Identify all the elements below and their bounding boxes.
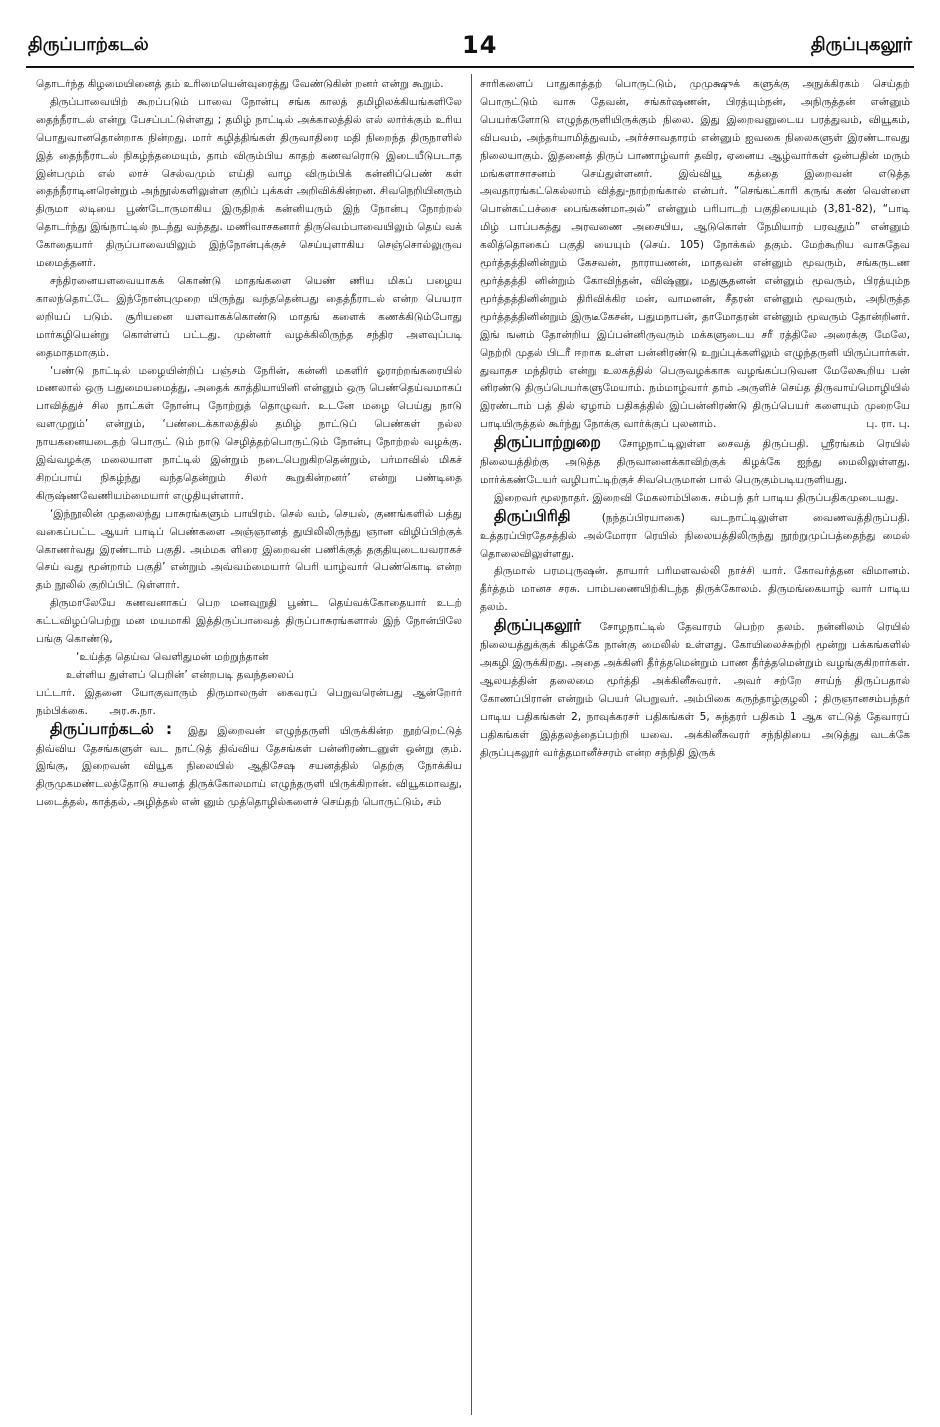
header-right-title: திருப்புகலூர் [810,33,912,55]
entry-title: திருப்பாற்கடல் : [50,719,173,738]
entry-tiruppaarkadal [36,721,462,813]
column-divider [471,74,472,1415]
left-column [36,76,462,1416]
paragraph-text: சாரிகளைப் பாதுகாத்தற் பொருட்டும், முமுக்ஷுக் களுக்கு அநுக்கிரகம் செய்தற் பொருட்டும் வாசு தேவன், சங்கர்ஷணன், பிரத்யும்நன், அநிருத்தன் என்னும் பெயர்களோடு எழுந்தருளியிருக்கும் நிலை. இது இறைவனுடைய பரத்துவம், வியூகம், விபவம், அந்தர்யாமித்துவம், அர்ச்சாவதாரம் என்னும் ஐவகை நிலைகளுள் இரண்டாவது நிலையாகும். இதனைத் திருப் பாணாழ்வார் தவிர, ஏனைய ஆழ்வார்கள் ஒன்பதின் மரும் மங்களாசாசனம் செய்துள்ளனர். இவ்வியூ கத்தை இறைவன் எடுத்த அவதாரங்கட்கெல்லாம் வித்து-நாற்றங்கால் என்பர். “செங்கட்காரி கருங் கண் வெள்ளை பொன்கட்பச்சை பைங்கண்மாஅல்” என்னும் பரிபாடற் பகுதியையும் (3,81-82), “பாடி மிழ் பாப்பகத்து அரவணை அசையிய, ஆடுகொள் நேமியாற் பரவுதும்” என்னும் கலித்தொகைப் பகுதி யையும் (செய். 105) நோக்கல் தகும். மேற்கூறிய வாசுதேவ மூர்த்தத்தினின்றும் கேசவன், நாராயணன், மாதவன் என்னும் மூவரும், சங்கருடண மூர்த்தத்தி னின்றும் கோவிந்தன், விஷ்ணு, மதுசூதனன் என்னும் மூவரும், பிரத்யும்ந மூர்த்தத்தினின்றும் திரிவிக்கிர மன், வாமனன், சீதரன் என்னும் மூவரும், அநிருத்த மூர்த்தத்தினின்றும் இருடீகேசன், பதுமநாபன், தாமோதரன் என்னும் மூவரும் தோன்றினர். இங் ஙனம் தோன்றிய இப்பன்னிருவரும் மக்களுடைய சரீ ரத்திலே அரைக்கு மேலே, நெற்றி முதல் பிடரீ ஈறாக உள்ள பன்னிரண்டு உறுப்புக்களிலும் எழுந்தருளி யிருப்பார்கள். துவாதச மந்திரம் என்று உலகத்தில் பெருவழக்காக வழங்கப்படுவன மேலேகூறிய பன் னிரண்டு திருப்பெயர்களுமேயாம். நம்மாழ்வார் தாம் அருளிச் செய்த திருவாய்மொழியில் இரண்டாம் பத் தில் ஏழாம் பதிகத்தில் இப்பன்னிரண்டு திருப்பெயர் களையும் முறையே பாடியிருத்தல் கூர்ந்து நோக்கு வார்க்குப் புலனாம். [480,78,910,431]
entry-tiruppaatrurai [480,434,910,490]
paragraph [36,685,462,721]
entry-text: இது இறைவன் எழுந்தருளி யிருக்கின்ற நூற்றெட்டுத் திவ்விய தேசங்களுள் வட நாட்டுத் திவ்விய தேசங்கள் பன்னிரண்டனுள் ஒன்று கும். இங்கு, இறைவன் வியூக நிலையில் ஆதிசேஷ சயனத்தில் தெற்கு நோக்கிய திருமுகமண்டலத்தோடு சயனத் திருக்கோலமாய் எழுந்தருளி யிருக்கிறான். வியூகமாவது, படைத்தல், காத்தல், அழித்தல் என் னும் முத்தொழில்களைச் செய்தற் பொருட்டும், சம் [36,724,462,809]
entry-title: திருப்பாற்றுறை [494,433,601,452]
paragraph: ‘பண்டு நாட்டில் மழையின்றிப் பஞ்சம் நேரின், கன்னி மகளிர் ஓராற்றங்கரையில் மணலால் ஒரு பதுமையமைத்து, அதைக் காத்தியாயினி என்னும் ஒரு பெண்தெய்வமாகப் பாவித்துச் சில நாட்கள் நோன்பு நோற்றுத் தொழுவர். உடனே மழை பெய்து நாடு வளமுறும்’ என்றும், ‘பண்டைக்காலத்தில் தமிழ் நாட்டுப் பெண்கள் நல்ல நாயகனையடைதற் பொருட் டும் நாடு செழித்தற்பொருட்டும் நோன்பு நோற்றல் வழக்கு. இவ்வழக்கு மலையாள நாட்டில் இன்றும் நடைபெறுகிறதென்றும், பர்மாவில் மிகச் சிறப்பாய் நிகழ்ந்து வந்ததென்றும் சிலர் கூறுகின்றனர்’ என்று பண்டிதை கிருஷ்ணவேணியம்மையார் எழுதியுள்ளார். [36,364,462,502]
paragraph: ‘இந்நூலின் முதலைந்து பாசுரங்களும் பாயிரம். செல் வம், செயல், குணங்களில் பத்து வகைப்பட்ட ஆயர் பாடிப் பெண்களை அஞ்ஞானத் துயிலிலிருந்து ஞான விழிப்பிற்குக் கொணர்வது இரண்டாம் பகுதி. அம்மக ளிரை இறைவன் பணிக்குத் தகுதியுடையவராகச் செய் வது மூன்றாம் பகுதி’ என்றும் அவ்வம்மையார் பெரி யாழ்வார் பெண்கொடி என்ற தம் நூலில் குறிப்பிட் டுள்ளார். [36,507,462,592]
paragraph: திருப்பாவையிற் கூறப்படும் பாவை நோன்பு சங்க காலத் தமிழிலக்கியங்களிலே தைந்நீராடல் என்று பேசப்பட்டுள்ளது ; தமிழ் நாட்டில் அக்காலத்தில் எல் லார்க்கும் உரிய பொதுவானதொன்றாக நின்றது. மார் கழித்திங்கள் திருவாதிரை மதி நிறைந்த திருநாளில் இத் தைந்நீராடல் நிகழ்ந்தமையும், தாம் விரும்பிய காதற் கணவரொடு இடையீடுபடாத இன்பமும் எல் லாச் செல்வமும் எய்தி வாழ விரும்பிக் கன்னிப்பெண் கள் தைந்நீராடினரென்றும் அந்நூல்களிலுள்ள குறிப் புக்கள் அறிவிக்கின்றன. சிவநெறியினரும் திருமா லடியை பூண்டோருமாகிய இருதிறக் கன்னியரும் இந் நோன்பு நோற்றல் தொடர்ந்து இங்நாட்டில் நடந்து வந்தது. மணிவாசகனார் திருவெம்பாவையிலும் தெய் வக் கோதையார் திருப்பாவையிலும் இந்நோன்புக்குச் செய்யுளாகிய செஞ்சொல்லுருவ மமைத்தனர். [36,95,462,270]
header-rule [26,66,914,68]
author-initials: அர.சு.நா. [109,704,156,717]
entry-tiruppiriti [480,508,910,564]
entry-title: திருப்பிரிதி [494,506,571,525]
header-left-title: திருப்பாற்கடல் [28,33,149,55]
verse-line: உள்ளிய துள்ளப் பெறின்’ என்றபடி தவந்தலைப் [66,668,295,681]
right-column [480,76,910,1416]
paragraph: தொடர்ந்த கிழமையினைத் தம் உரிமையென்வுரைத்து வேண்டுகின் றனர் என்று கூறும். [36,78,444,90]
entry-title: திருப்புகலூர் [494,616,582,635]
page-number: 14 [462,31,498,59]
verse-line: ‘உய்த்த தெய்வ வெளிதுமன் மற்றுந்தான் [76,651,269,663]
paragraph: இறைவர் மூலநாதர். இறைவி மேகலாம்பிகை. சம்பந் தர் பாடிய திருப்பதிகமுடையது. [494,491,899,504]
entry-text: சோழநாட்டில் தேவாரம் பெற்ற தலம். நன்னிலம் ரெயில் நிலையத்துக்குக் கிழக்கே நான்கு மைலில் உள்ளது. கோயிலைச்சுற்றி மூன்று பக்கங்களில் அகழி இருக்கிறது. அதை அக்கினி தீர்த்தமென்றும் பாண தீர்த்தமென்றும் வழங்குகிறார்கள். ஆலயத்தின் தலைமை மூர்த்தி அக்கினீசுவரர். அவர் சற்றே சாய்ந் திருப்பதால் கோணப்பிரான் என்றும் பெயர் பெறுவர். அம்பிகை கருந்தாழ்குழலி ; திருஞானசம்பந்தர் பாடிய பதிகங்கள் 2, நாவுக்கரசர் பதிகங்கள் 5, சுந்தரர் பதிகம் 1 ஆக எட்டுத் தேவாரப் பதிகங்கள் இத்தலத்தைப்பற்றி யவை. அக்கினீசுவரர் சந்நிதியை அடுத்து வடக்கே திருப்புகலூர் வர்த்தமானீச்சரம் என்ற சந்நிதி இருக் [480,621,910,759]
running-header [28,28,912,62]
author-initials: பு. ரா. பு. [866,418,910,431]
paragraph: திருமாலேயே கணவனாகப் பெற மனவுறுதி பூண்ட தெய்வக்கோதையார் உடற் கட்டவிழப்பெற்று மன மயமாகி இத்திருப்பாவைத் திருப்பாசுரங்களால் இந் நோன்பிலே பங்கு கொண்டு, [36,597,462,646]
entry-text: சோழநாட்டிலுள்ள சைவத் திருப்பதி. ஸ்ரீரங்கம் ரெயில் நிலையத்திற்கு அடுத்த திருவானைக்காவிற்குக் கிழக்கே ஐந்து மைலிலுள்ளது. மார்க்கண்டேயர் வழிபாட்டிற்குச் சிவபெருமான் பால் பெருகும்படியருளியது. [480,438,910,486]
paragraph [480,76,910,434]
paragraph: சந்திரனையளவையாகக் கொண்டு மாதங்களை யெண் ணிய மிகப் பழைய காலந்தொட்டே இந்நோன்புமுறை யிருந்து வந்ததென்பது தைத்நீராடல் என்ற பெயரா லறியப் படும். சூரியனை யளவாகக்கொண்டு மாதங் களைக் கணக்கிடும்போது மார்கழியென்று கொள்ளப் பட்டது. முன்னர் வழக்கிலிருந்த சந்திர அளவுப்படி தைமாதமாகும். [36,274,462,359]
entry-text: (நந்தப்பிரயாகை) வடநாட்டிலுள்ள வைணவத்திருப்பதி. உத்தரப்பிரதேசத்தில் அல்மோரா ரெயில் நிலையத்திலிருந்து நூற்றுமுப்பத்தைந்து மைல் தொலைவிலுள்ளது. [480,511,910,560]
entry-tiruppugalur [480,617,910,762]
paragraph: திருமால் பரமபுருஷன். தாயார் பரிமளவல்லி நாச்சி யார். கோவர்த்தன விமானம். தீர்த்தம் மானச சரசு. பாம்பணையிற்கிடந்த திருக்கோலம். திருமங்கையாழ் வார் பாடிய தலம். [480,565,910,614]
paragraph-text: பட்டார். இதனை யோகுவாரும் திருமாலருள் கைவரப் பெறுவரென்பது ஆன்றோர் நம்பிக்கை. [36,686,462,717]
